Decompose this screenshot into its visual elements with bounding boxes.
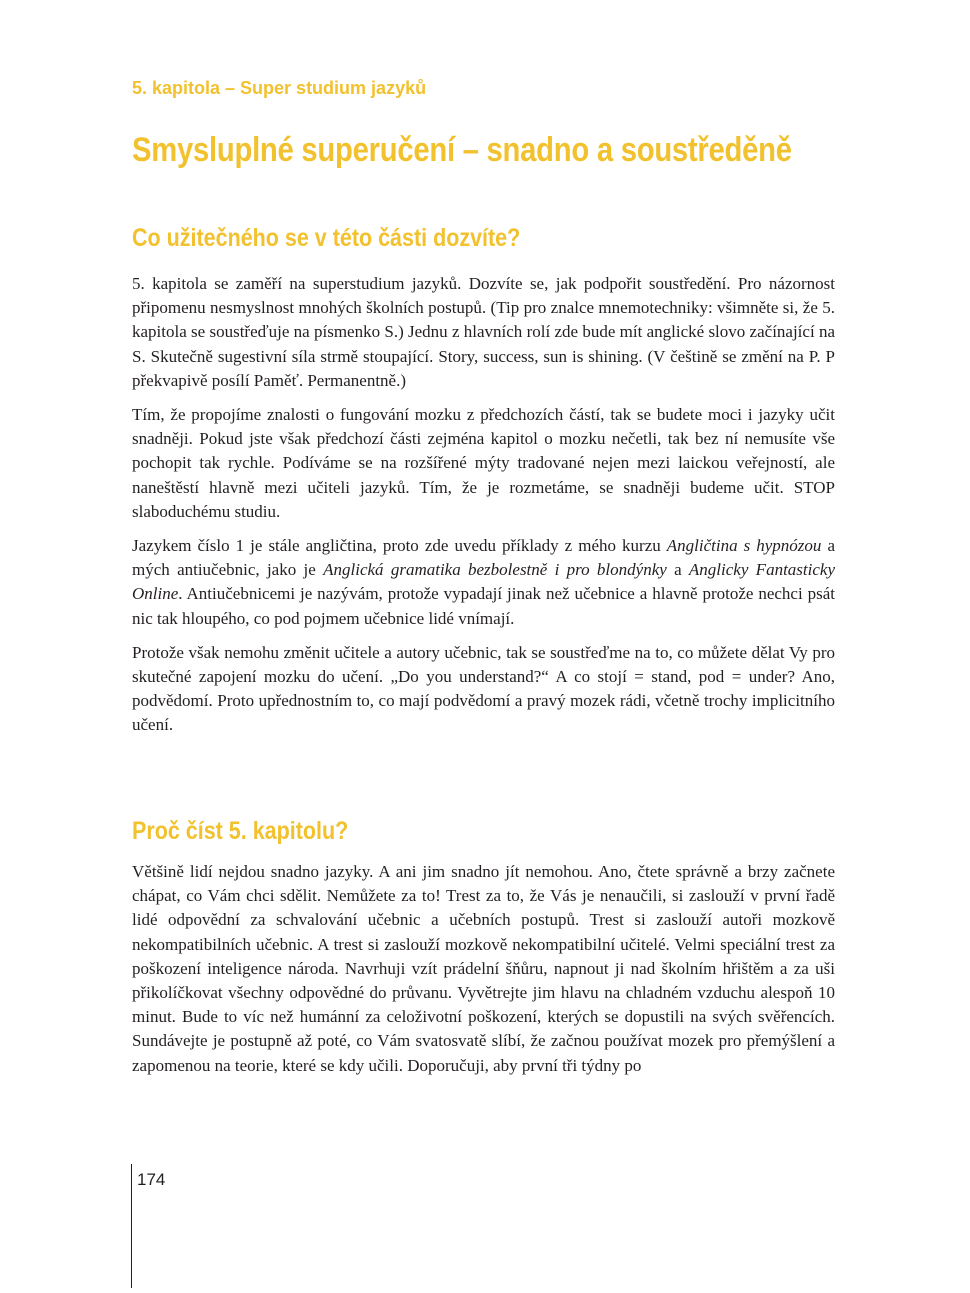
chapter-label: 5. kapitola – Super studium jazyků: [132, 78, 427, 98]
book-title-anglicky-fantasticky-online: Anglicky Fantasticky Online: [132, 560, 835, 604]
paragraph-text: a: [666, 560, 689, 580]
book-title-anglicka-gramatika: Anglická gramatika bezbolestně i pro blondýnky: [323, 560, 667, 580]
book-title-anglictina-s-hypnozou: Angličtina s hypnózou: [666, 536, 822, 556]
paragraph: Tím, že propojíme znalosti o fungování mozku z předchozích částí, tak se budete moci i jazyky učit snadněji. Pokud jste však předchozí části zejména kapitol o mozku nečetli, tak bez ní nemusíte vše pochopit tak rychle. Podíváme se na rozšířené mýty tradované nejen mezi laickou veřejností, ale naneštěstí hlavně mezi učiteli jazyků. Tím, že je rozmetáme, se snadněji budeme učit. STOP slaboduchému studiu.: [132, 405, 835, 521]
paragraph-text: Jazykem číslo 1 je stále angličtina, proto zde uvedu příklady z mého kurzu: [132, 536, 667, 556]
section-body-what-you-learn: [132, 272, 835, 748]
paragraph-text: . Antiučebnicemi je nazývám, protože vypadají jinak než učebnice a hlavně protože nechci psát nic tak hloupého, co pod pojmem učebnice lidé vnímají.: [132, 584, 835, 628]
paragraph: 5. kapitola se zaměří na superstudium jazyků. Dozvíte se, jak podpořit soustředění. Pro názornost připomenu nesmyslnost mnohých školních postupů. (Tip pro znalce mnemotechniky: všimněte si, že 5. kapitola se soustřeďuje na písmenko S.) Jednu z hlavních rolí zde bude mít anglické slovo začínající na S. Skutečně sugestivní síla strmě stoupající. Story, success, sun is shining. (V češtině se změní na P. P překvapivě posílí Paměť. Permanentně.): [132, 274, 835, 390]
paragraph: Většině lidí nejdou snadno jazyky. A ani jim snadno jít nemohou. Ano, čtete správně a brzy začnete chápat, co Vám chci sdělit. Nemůžete za to! Trest za to, že Vás je nenaučili, si zaslouží v první řadě lidé odpovědní za schvalování učebnic a učebních postupů. Trest si zaslouží autoři mozkově nekompatibilních učebnic. A trest si zaslouží mozkově nekompatibilní učitelé. Velmi speciální trest za poškození inteligence národa. Navrhuji vzít prádelní šňůru, napnout ji nad školním hřištěm a za uši přikolíčkovat všechny odpovědné do průvanu. Vyvětrejte jim hlavu na chladném vzduchu alespoň 10 minut. Bude to víc než humánní za celoživotní poškození, kterých se dopustili na svých svěřencích. Sundávejte je postupně až poté, co Vám svatosvatě slíbí, že začnou používat mozek pro přemýšlení a zapomenou na teorie, které se kdy učili. Doporučuji, aby první tři týdny po: [132, 862, 835, 1075]
page-title: Smysluplné superučení – snadno a soustředěně: [132, 131, 792, 169]
section-heading-what-you-learn: Co užitečného se v této části dozvíte?: [132, 224, 521, 252]
paragraph: Protože však nemohu změnit učitele a autory učebnic, tak se soustřeďme na to, co můžete dělat Vy pro skutečné zapojení mozku do učení. „Do you understand?“ A co stojí = stand, pod = under? Ano, podvědomí. Proto upřednostním to, co mají podvědomí a pravý mozek rádi, včetně trochy implicitního učení.: [132, 642, 835, 735]
page-number: 174: [137, 1170, 166, 1189]
paragraph-text: a mých antiučebnic, jako je: [132, 536, 836, 580]
section-heading-why-read: Proč číst 5. kapitolu?: [132, 817, 349, 845]
page-margin-rule: [131, 1164, 132, 1288]
section-body-why-read: [132, 860, 835, 1088]
paragraph: [132, 534, 835, 631]
